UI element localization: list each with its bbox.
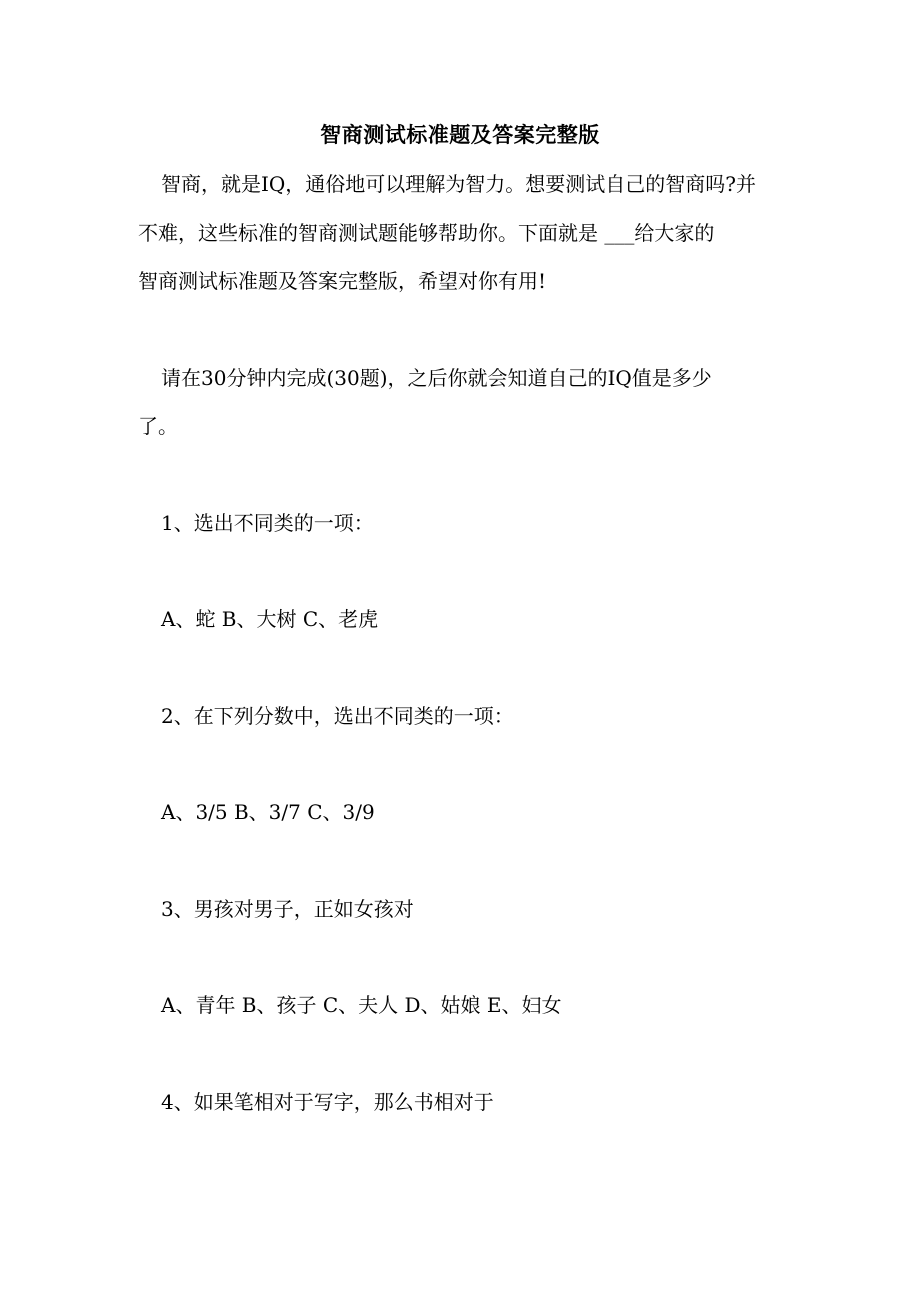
question-1-options: A、蛇 B、大树 C、老虎 <box>161 607 379 631</box>
intro-paragraph-line-1: 智商，就是IQ，通俗地可以理解为智力。想要测试自己的智商吗?并 <box>161 172 757 196</box>
question-4: 4、如果笔相对于写字，那么书相对于 <box>161 1090 494 1114</box>
question-3: 3、男孩对男子，正如女孩对 <box>161 897 414 921</box>
question-2: 2、在下列分数中，选出不同类的一项： <box>161 704 514 728</box>
question-3-options: A、青年 B、孩子 C、夫人 D、姑娘 E、妇女 <box>161 993 562 1017</box>
question-2-options: A、3/5 B、3/7 C、3/9 <box>161 800 375 824</box>
intro-paragraph-line-3: 智商测试标准题及答案完整版，希望对你有用! <box>138 269 547 293</box>
question-1: 1、选出不同类的一项： <box>161 511 374 535</box>
instruction-line-1: 请在30分钟内完成(30题)，之后你就会知道自己的IQ值是多少 <box>161 366 712 390</box>
instruction-line-2: 了。 <box>138 414 178 438</box>
document-title: 智商测试标准题及答案完整版 <box>320 122 600 147</box>
intro-paragraph-line-2: 不难，这些标准的智商测试题能够帮助你。下面就是 ___给大家的 <box>138 221 715 245</box>
